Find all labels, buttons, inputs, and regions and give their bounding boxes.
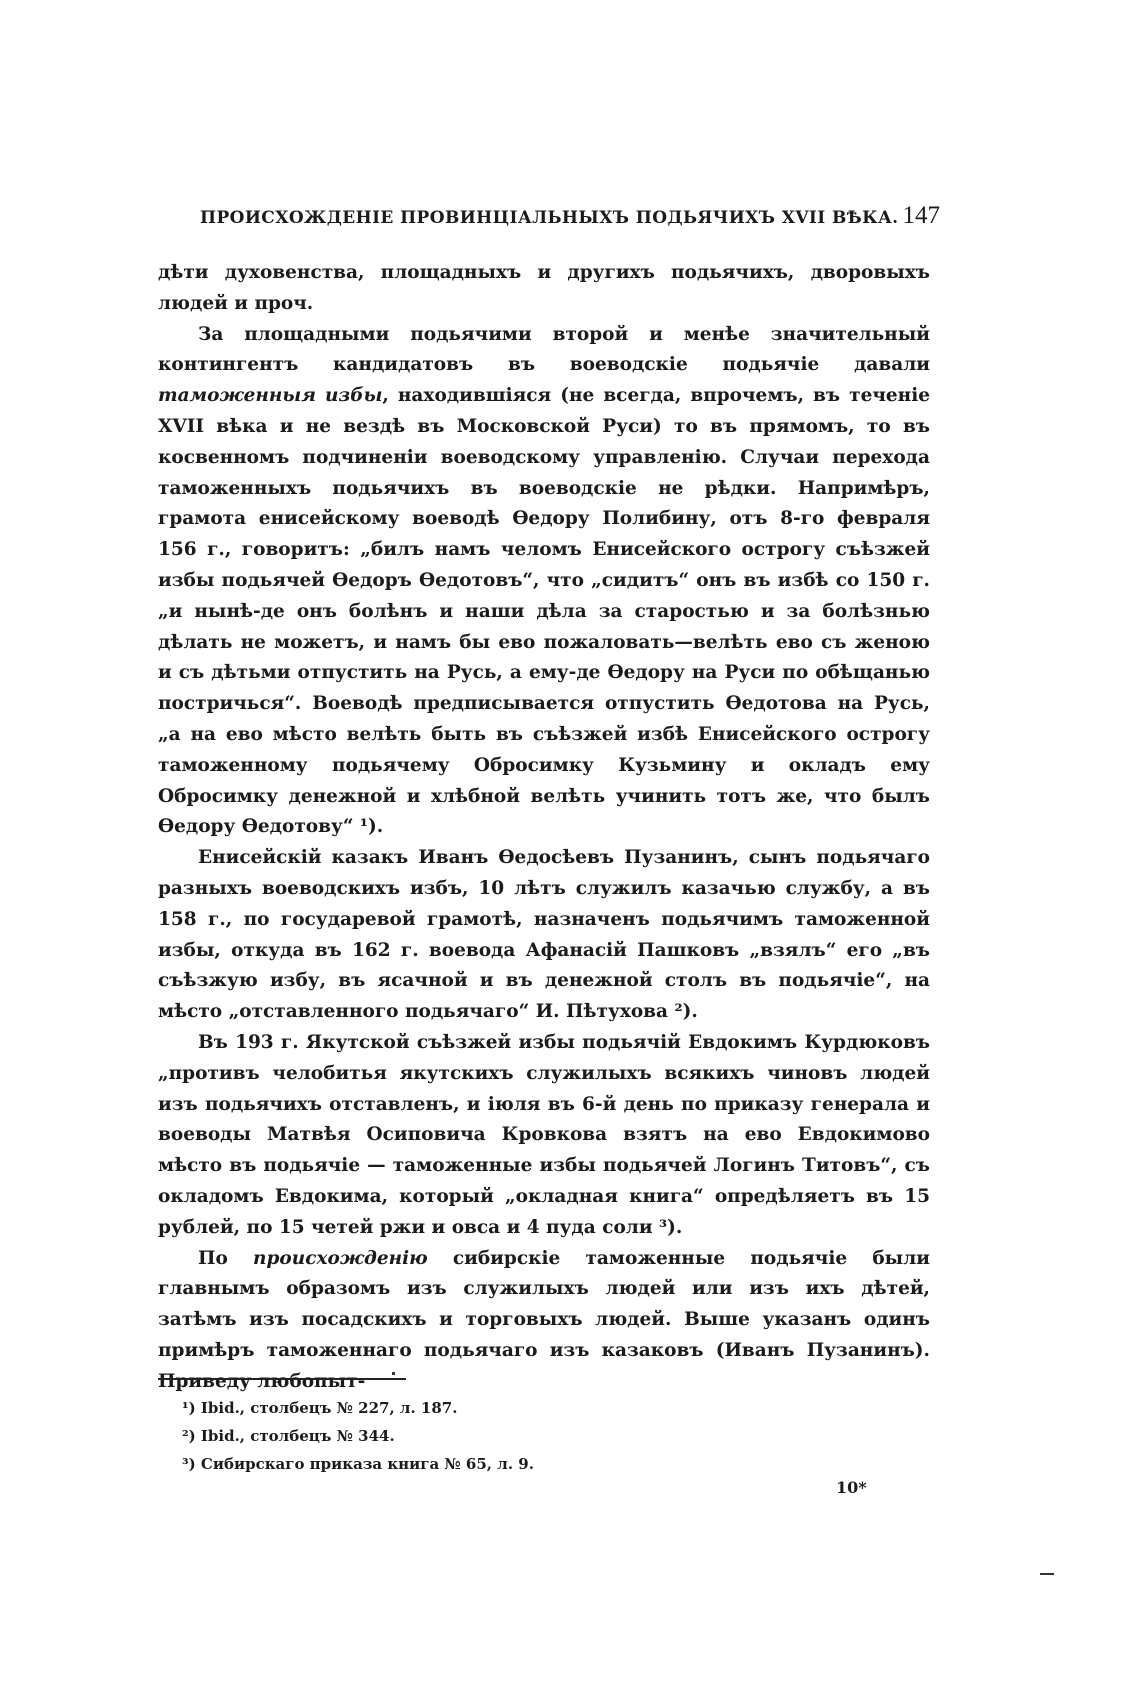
- paragraph-text: Енисейскій казакъ Иванъ Ѳедосѣевъ Пузанинъ, сынъ подьячаго разныхъ воеводскихъ избъ, 10 лѣтъ служилъ казачью службу, а въ 158 г., по государевой грамотѣ, назначенъ подьячимъ таможенной избы, откуда въ 162 г. воевода Афанасій Пашковъ „взялъ“ его „въ съѣзжую избу, въ ясачной и въ денежной столъ въ подьячіе“, на мѣсто „отставленного подьячаго“ И. Пѣтухова ²).: [158, 847, 930, 1023]
- paragraph-text: Въ 193 г. Якутской съѣзжей избы подьячій Евдокимъ Курдюковъ „противъ челобитья якутскихъ служилыхъ всякихъ чиновъ людей изъ подьячихъ отставленъ, и іюля въ 6-й день по приказу генерала и воеводы Матвѣя Осиповича Кровкова взятъ на ево Евдокимово мѣсто въ подьячіе — таможенные избы подьячей Логинъ Титовъ“, съ окладомъ Евдокима, который „окладная книга“ опредѣляетъ въ 15 рублей, по 15 четей ржи и овса и 4 пуда соли ³).: [158, 1031, 930, 1238]
- paragraph: [158, 320, 930, 844]
- footnote-separator: [158, 1378, 406, 1380]
- paragraph: [158, 843, 930, 1028]
- ink-speck: [392, 1372, 395, 1375]
- running-title: ПРОИСХОЖДЕНІЕ ПРОВИНЦІАЛЬНЫХЪ ПОДЬЯЧИХЪ XVII ВѢКА.: [200, 208, 899, 228]
- footnote: ³) Сибирскаго приказа книга № 65, л. 9.: [182, 1455, 534, 1473]
- ink-speck: [1040, 1573, 1054, 1575]
- emphasis-text: происхожденію: [253, 1247, 428, 1269]
- paragraph-text: сибирскіе таможенные подьячіе были главнымъ образомъ изъ служилыхъ людей или изъ ихъ дѣтей, затѣмъ изъ посадскихъ и торговыхъ людей. Выше указанъ одинъ примѣръ таможеннаго подьячаго изъ казаковъ (Иванъ Пузанинъ). Приведу любопыт-: [158, 1247, 930, 1392]
- paragraph: [158, 258, 930, 320]
- paragraph-text: дѣти духовенства, площадныхъ и другихъ подьячихъ, дворовыхъ людей и проч.: [158, 262, 930, 314]
- emphasis-text: таможенныя избы: [158, 385, 383, 407]
- paragraph-text: По: [198, 1247, 254, 1269]
- page-header: [200, 202, 940, 238]
- page-number: 147: [902, 202, 940, 229]
- printer-signature-mark: 10*: [836, 1478, 867, 1497]
- paragraph-text: , находившіяся (не всегда, впрочемъ, въ теченіе XVII вѣка и не вездѣ въ Московской Руси) то въ прямомъ, то въ косвенномъ подчиненіи воеводскому управленію. Случаи перехода таможенныхъ подьячихъ въ воеводскіе не рѣдки. Напримѣръ, грамота енисейскому воеводѣ Ѳедору Полибину, отъ 8-го февраля 156 г., говоритъ: „билъ намъ челомъ Енисейского острогу съѣзжей избы подьячей Ѳедоръ Ѳедотовъ“, что „сидитъ“ онъ въ избѣ со 150 г. „и нынѣ-де онъ болѣнъ и наши дѣла за старостью и за болѣзнью дѣлать не можетъ, и намъ бы ево пожаловать—велѣть ево съ женою и съ дѣтьми отпустить на Русь, а ему-де Ѳедору на Руси по обѣщанью постричься“. Воеводѣ предписывается отпустить Ѳедотова на Русь, „а на ево мѣсто велѣть быть въ съѣзжей избѣ Енисейского острогу таможенному подьячему Обросимку Кузьмину и окладъ ему Обросимку денежной и хлѣбной велѣть учинить тотъ же, что былъ Ѳедору Ѳедотову“ ¹).: [158, 385, 930, 838]
- body-text: [158, 258, 930, 1397]
- paragraph-text: За площадными подьячими второй и менѣе значительный контингентъ кандидатовъ въ воеводскіе подьячіе давали: [158, 323, 930, 376]
- paragraph: [158, 1244, 930, 1398]
- footnote: ¹) Ibid., столбецъ № 227, л. 187.: [182, 1399, 458, 1417]
- footnotes: [182, 1394, 882, 1478]
- footnote: ²) Ibid., столбецъ № 344.: [182, 1427, 395, 1445]
- paragraph: [158, 1028, 930, 1244]
